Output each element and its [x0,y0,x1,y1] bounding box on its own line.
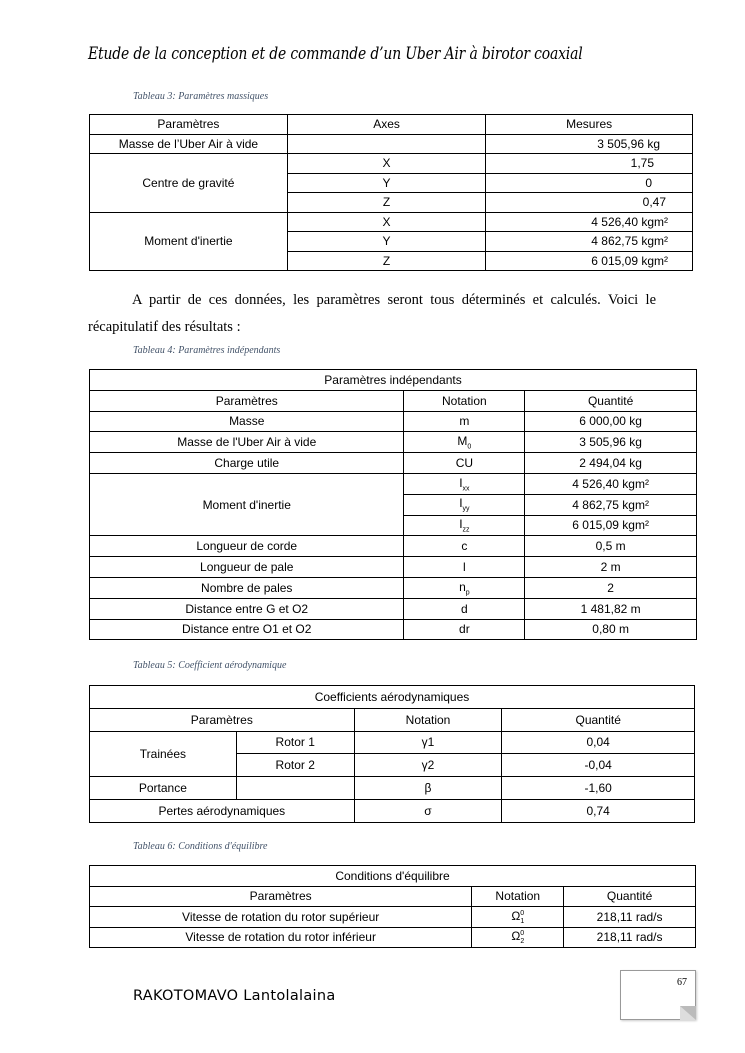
value-cell: 4 526,40 kgm² [486,212,693,232]
table-title-row [90,370,697,391]
param-cell: Vitesse de rotation du rotor inférieur [90,927,472,948]
value-cell: 6 015,09 kgm² [486,251,693,271]
value-cell: 1,75 [486,154,693,174]
axis-cell: X [287,154,485,174]
param-cell: Longueur de pale [90,557,404,578]
table-title: Conditions d'équilibre [90,866,696,887]
param-cell: Charge utile [90,453,404,474]
header-cell: Notation [404,390,525,411]
value-cell: 0,5 m [525,536,697,557]
param-cell: Nombre de pales [90,577,404,598]
sub-param-cell [236,777,354,800]
table-row [90,619,697,640]
table-row [90,411,697,432]
value-cell: -0,04 [502,754,695,777]
table4-caption: Tableau 4: Paramètres indépendants [133,345,281,356]
notation-cell: γ1 [354,731,502,754]
notation-cell: $I_{yy}$ [404,494,525,515]
table-row [90,154,693,174]
header-cell: Notation [354,708,502,731]
notation-cell: CU [404,453,525,474]
axis-cell: Y [287,232,485,252]
table-row [90,927,696,948]
param-cell: Masse de l’Uber Air à vide [90,134,288,154]
table-aerodynamic-coefficients [89,685,695,823]
notation-cell: m [404,411,525,432]
param-cell: Moment d'inertie [90,473,404,535]
footer-author: RAKOTOMAVO Lantolalaina [133,988,336,1004]
value-cell: 0,80 m [525,619,697,640]
value-cell: 6 000,00 kg [525,411,697,432]
notation-cell: $n_p$ [404,577,525,598]
page-fold-corner [680,1006,696,1020]
header-cell: Mesures [486,115,693,135]
table-row [90,777,695,800]
param-cell: Moment d'inertie [90,212,288,271]
notation-cell: $\Omega_2^0$ [472,927,564,948]
page-header-title: Etude de la conception et de commande d’un Uber Air à birotor coaxial [88,44,583,64]
value-cell: 218,11 rad/s [564,927,696,948]
header-cell: Quantité [502,708,695,731]
param-cell: Pertes aérodynamiques [90,799,355,822]
table-row [90,907,696,928]
value-cell: -1,60 [502,777,695,800]
table-header-row [90,886,696,907]
table-title: Coefficients aérodynamiques [90,686,695,709]
table-row [90,134,693,154]
param-cell: Masse de l'Uber Air à vide [90,432,404,453]
notation-cell: d [404,598,525,619]
axis-cell: X [287,212,485,232]
table-row [90,212,693,232]
param-cell: Centre de gravité [90,154,288,213]
header-cell: Paramètres [90,886,472,907]
table-equilibrium-conditions [89,865,696,948]
axis-cell: Z [287,193,485,213]
notation-cell: l [404,557,525,578]
header-cell: Paramètres [90,708,355,731]
param-cell: Distance entre G et O2 [90,598,404,619]
notation-cell: β [354,777,502,800]
table-header-row [90,115,693,135]
param-cell: Masse [90,411,404,432]
notation-cell: $M_0$ [404,432,525,453]
value-cell: 2 494,04 kg [525,453,697,474]
notation-cell: c [404,536,525,557]
value-cell: 4 526,40 kgm² [525,473,697,494]
param-cell: Vitesse de rotation du rotor supérieur [90,907,472,928]
value-cell: 3 505,96 kg [525,432,697,453]
table-row [90,473,697,494]
value-cell: 0 [486,173,693,193]
param-cell: Trainées [90,731,237,777]
table-mass-parameters [89,114,693,271]
value-cell: 4 862,75 kgm² [486,232,693,252]
value-cell: 0,47 [486,193,693,213]
table-row [90,799,695,822]
table-row [90,557,697,578]
axis-cell [287,134,485,154]
param-cell: Portance [90,777,237,800]
param-cell: Longueur de corde [90,536,404,557]
table6-caption: Tableau 6: Conditions d'équilibre [133,841,268,852]
param-cell: Distance entre O1 et O2 [90,619,404,640]
value-cell: 4 862,75 kgm² [525,494,697,515]
table-row [90,536,697,557]
table5-caption: Tableau 5: Coefficient aérodynamique [133,660,287,671]
table-row [90,577,697,598]
table-title: Paramètres indépendants [90,370,697,391]
notation-cell: $I_{zz}$ [404,515,525,536]
header-cell: Quantité [525,390,697,411]
value-cell: 2 [525,577,697,598]
value-cell: 0,74 [502,799,695,822]
table-independent-parameters [89,369,697,640]
page-number: 67 [677,977,687,988]
value-cell: 218,11 rad/s [564,907,696,928]
header-cell: Notation [472,886,564,907]
sub-param-cell: Rotor 1 [236,731,354,754]
notation-cell: σ [354,799,502,822]
body-paragraph: A partir de ces données, les paramètres seront tous déterminés et calculés. Voici le récapitulatif des résultats : [88,292,656,335]
table-row [90,432,697,453]
table-title-row [90,686,695,709]
header-cell: Paramètres [90,115,288,135]
notation-cell: $\Omega_1^0$ [472,907,564,928]
header-cell: Paramètres [90,390,404,411]
header-cell: Axes [287,115,485,135]
table-row [90,453,697,474]
axis-cell: Y [287,173,485,193]
notation-cell: γ2 [354,754,502,777]
value-cell: 2 m [525,557,697,578]
value-cell: 1 481,82 m [525,598,697,619]
notation-cell: $I_{xx}$ [404,473,525,494]
value-cell: 3 505,96 kg [486,134,693,154]
table-row [90,731,695,754]
value-cell: 6 015,09 kgm² [525,515,697,536]
page-number-box [620,970,696,1020]
axis-cell: Z [287,251,485,271]
table-title-row [90,866,696,887]
table-row [90,598,697,619]
value-cell: 0,04 [502,731,695,754]
sub-param-cell: Rotor 2 [236,754,354,777]
table3-caption: Tableau 3: Paramètres massiques [133,91,269,102]
table-header-row [90,390,697,411]
table-header-row [90,708,695,731]
header-cell: Quantité [564,886,696,907]
notation-cell: dr [404,619,525,640]
